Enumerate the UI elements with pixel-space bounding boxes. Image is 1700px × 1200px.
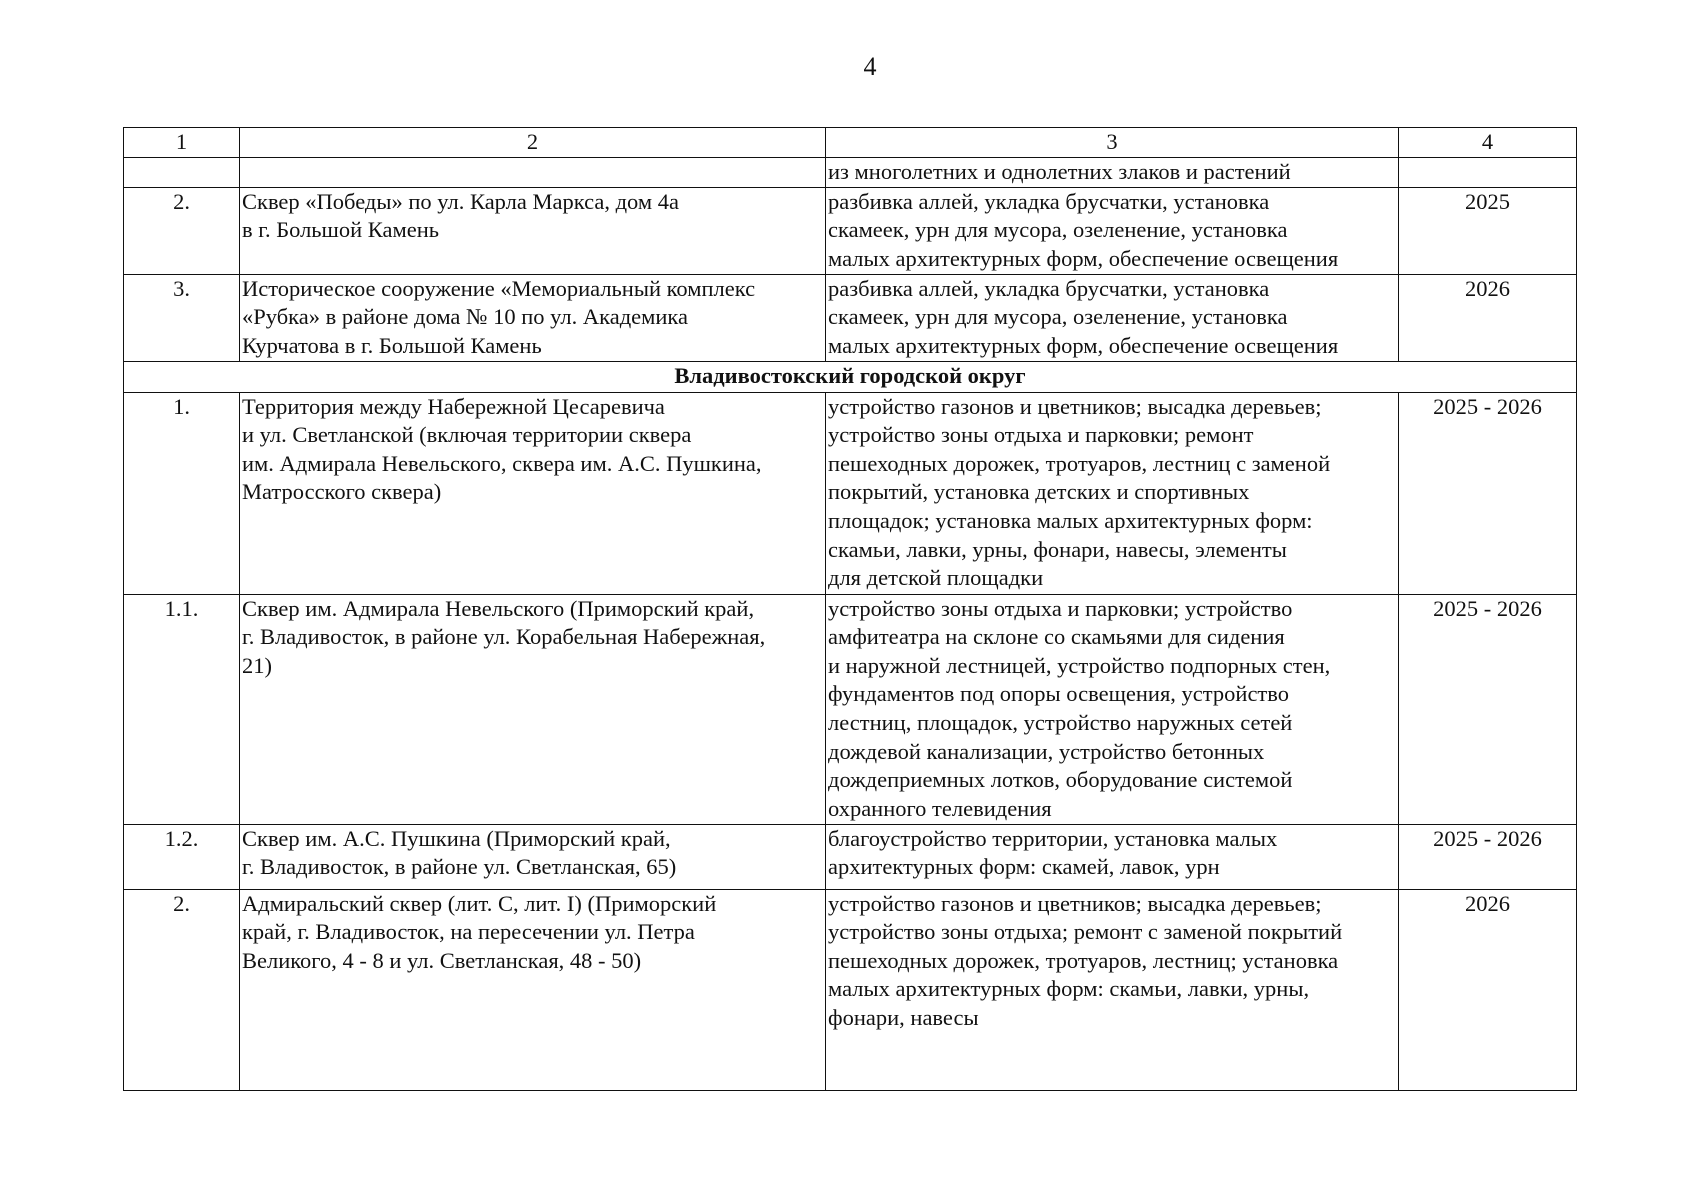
table-row <box>124 392 1577 594</box>
object-name: Сквер «Победы» по ул. Карла Маркса, дом 4а в г. Большой Камень <box>240 187 826 274</box>
object-name: Сквер им. А.С. Пушкина (Приморский край, г. Владивосток, в районе ул. Светланская, 65) <box>240 824 826 889</box>
year: 2025 - 2026 <box>1399 824 1577 889</box>
object-name: Территория между Набережной Цесаревича и ул. Светланской (включая территории сквера им. Адмирала Невельского, сквера им. А.С. Пушкина, Матросского сквера) <box>240 392 826 594</box>
row-number: 2. <box>124 187 240 274</box>
table-row <box>124 274 1577 361</box>
works-description: из многолетних и однолетних злаков и растений <box>826 157 1399 187</box>
year: 2025 - 2026 <box>1399 392 1577 594</box>
header-cell-1: 1 <box>124 128 240 158</box>
object-name: Историческое сооружение «Мемориальный комплекс «Рубка» в районе дома № 10 по ул. Академика Курчатова в г. Большой Камень <box>240 274 826 361</box>
works-description: разбивка аллей, укладка брусчатки, установка скамеек, урн для мусора, озеленение, установка малых архитектурных форм, обеспечение освещения <box>826 274 1399 361</box>
year: 2026 <box>1399 274 1577 361</box>
row-number: 3. <box>124 274 240 361</box>
object-name: Сквер им. Адмирала Невельского (Приморский край, г. Владивосток, в районе ул. Корабельная Набережная, 21) <box>240 594 826 824</box>
table-row <box>124 824 1577 889</box>
header-cell-4: 4 <box>1399 128 1577 158</box>
table-row <box>124 889 1577 1090</box>
row-number: 1. <box>124 392 240 594</box>
table-row <box>124 187 1577 274</box>
table-row <box>124 594 1577 824</box>
works-description: устройство газонов и цветников; высадка деревьев; устройство зоны отдыха и парковки; ремонт пешеходных дорожек, тротуаров, лестниц с заменой покрытий, установка детских и спортивных площадок; установка малых архитектурных форм: скамьи, лавки, урны, фонари, навесы, элементы для детской площадки <box>826 392 1399 594</box>
works-description: устройство газонов и цветников; высадка деревьев; устройство зоны отдыха; ремонт с заменой покрытий пешеходных дорожек, тротуаров, лестниц; установка малых архитектурных форм: скамьи, лавки, урны, фонари, навесы <box>826 889 1399 1090</box>
year: 2025 <box>1399 187 1577 274</box>
section-row <box>124 361 1577 392</box>
year: 2026 <box>1399 889 1577 1090</box>
year: 2025 - 2026 <box>1399 594 1577 824</box>
object-name: Адмиральский сквер (лит. С, лит. I) (Приморский край, г. Владивосток, на пересечении ул. Петра Великого, 4 - 8 и ул. Светланская, 48 - 50) <box>240 889 826 1090</box>
object-name <box>240 157 826 187</box>
works-description: разбивка аллей, укладка брусчатки, установка скамеек, урн для мусора, озеленение, установка малых архитектурных форм, обеспечение освещения <box>826 187 1399 274</box>
row-number <box>124 157 240 187</box>
header-cell-2: 2 <box>240 128 826 158</box>
row-number: 1.2. <box>124 824 240 889</box>
row-number: 1.1. <box>124 594 240 824</box>
row-number: 2. <box>124 889 240 1090</box>
works-description: устройство зоны отдыха и парковки; устройство амфитеатра на склоне со скамьями для сидения и наружной лестницей, устройство подпорных стен, фундаментов под опоры освещения, устройство лестниц, площадок, устройство наружных сетей дождевой канализации, устройство бетонных дождеприемных лотков, оборудование системой охранного телевидения <box>826 594 1399 824</box>
works-description: благоустройство территории, установка малых архитектурных форм: скамей, лавок, урн <box>826 824 1399 889</box>
page-number: 4 <box>863 52 877 81</box>
header-row <box>124 128 1577 158</box>
year <box>1399 157 1577 187</box>
section-title: Владивостокский городской округ <box>124 361 1577 392</box>
header-cell-3: 3 <box>826 128 1399 158</box>
improvement-table <box>123 127 1577 1091</box>
table-row-continuation <box>124 157 1577 187</box>
